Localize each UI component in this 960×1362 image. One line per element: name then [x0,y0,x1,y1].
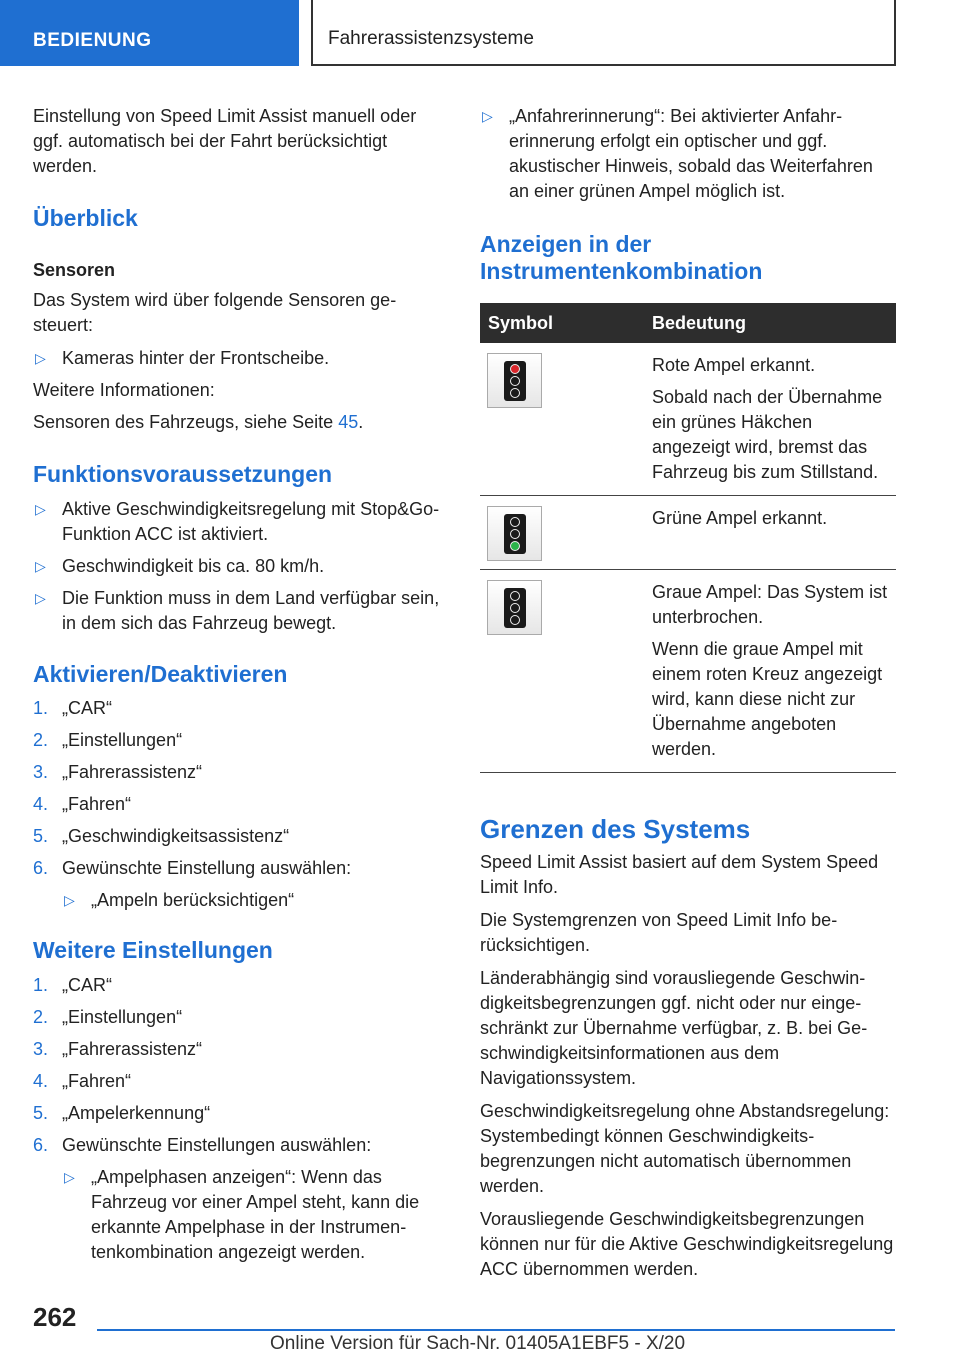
limits-paragraph: Vorausliegende Geschwindigkeitsbegrenzungen können nur für die Aktive Geschwindigkeitsregelung ACC übernommen werden. [480,1209,894,1279]
step-item: 3. „Fahrerassistenz“ [33,1039,203,1059]
intro-paragraph: Einstellung von Speed Limit Assist manuell oder ggf. automatisch bei der Fahrt berücksichtigt werden. [33,106,417,176]
list-item: ▷ Geschwindigkeit bis ca. 80 km/h. [33,554,449,579]
step-item: 5. „Geschwindigkeitsassistenz“ [33,826,290,846]
table-row [480,570,896,773]
footer-text: Online Version für Sach-Nr. 01405A1EBF5 - X/20 [270,1333,686,1354]
table-cell: Rote Ampel erkannt. [652,355,816,375]
display-heading: Anzeigen in der Instrumentenkombination [480,231,763,284]
triangle-bullet-icon: ▷ [35,558,46,574]
table-row [480,343,896,496]
triangle-bullet-icon: ▷ [35,350,46,366]
step-item: 4. „Fahren“ [33,1071,132,1091]
more-settings-heading: Weitere Einstellungen [33,937,273,963]
sensors-reference: Sensoren des Fahrzeugs, siehe Seite 45. [33,412,364,432]
step-item: 1. „CAR“ [33,698,112,718]
page-number: 262 [33,1302,77,1332]
page-link[interactable]: 45 [338,412,359,432]
list-item: ▷ Kameras hinter der Frontscheibe. [33,346,449,371]
table-cell: Sobald nach der Übernahme ein grünes Häkchen angezeigt wird, bremst das Fahrzeug bis zum Stillstand. [652,387,883,482]
triangle-bullet-icon: ▷ [64,892,75,908]
more-info-label: Weitere Informationen: [33,380,215,400]
step-item: 6. Gewünschte Einstellungen auswählen: [33,1135,372,1155]
red-traffic-light-icon [487,353,542,408]
sensors-heading: Sensoren [33,260,116,280]
list-item: ▷ „Anfahrerinnerung“: Bei aktivierter Anfahrerinnerung erfolgt ein optischer und ggf. akustischer Hinweis, sobald das Weiterfahren an einer grünen Ampel möglich ist. [482,106,873,201]
step-item: 3. „Fahrerassistenz“ [33,762,203,782]
triangle-bullet-icon: ▷ [35,590,46,606]
table-cell: Wenn die graue Ampel mit einem roten Kreuz angezeigt wird, kann diese nicht zur Übernahme angeboten werden. [652,639,883,759]
limits-paragraph: Speed Limit Assist basiert auf dem System Speed Limit Info. [480,852,879,897]
list-item: ▷ „Ampeln berücksichtigen“ [62,888,449,913]
overview-heading: Überblick [33,205,138,231]
green-traffic-light-icon [487,506,542,561]
limits-paragraph: Länderabhängig sind vorausliegende Geschwindigkeitsbegrenzungen ggf. nicht oder nur eingeschränkt zur Übernahme verfügbar, z. B. bei Geschwindigkeitsinformationen aus dem Navigationssystem. [480,968,868,1088]
step-item: 2. „Einstellungen“ [33,1007,183,1027]
triangle-bullet-icon: ▷ [35,501,46,517]
table-header-symbol: Symbol [480,303,644,343]
section-tab[interactable]: BEDIENUNG [0,0,299,66]
list-item: ▷ Aktive Geschwindigkeitsregelung mit Stop&Go-Funktion ACC ist aktiviert. [35,499,440,544]
step-item: 1. „CAR“ [33,975,112,995]
limits-paragraph: Geschwindigkeitsregelung ohne Abstandsregelung: Systembedingt können Geschwindigkeitsbegrenzungen nicht automatisch übernommen werden. [480,1101,890,1196]
limits-paragraph: Die Systemgrenzen von Speed Limit Info berücksichtigen. [480,910,838,955]
chapter-title: Fahrerassistenzsysteme [311,0,896,66]
prerequisites-heading: Funktionsvoraussetzungen [33,461,333,487]
step-item: 6. Gewünschte Einstellung auswählen: [33,858,352,878]
list-item: ▷ Die Funktion muss in dem Land verfügbar sein, in dem sich das Fahrzeug bewegt. [35,588,440,633]
step-item: 2. „Einstellungen“ [33,730,183,750]
table-header-meaning: Bedeutung [644,303,896,343]
list-item: ▷ „Ampelphasen anzeigen“: Wenn das Fahrzeug vor einer Ampel steht, kann die erkannte Ampelphase in der Instrumentenkombination angezeigt werden. [64,1167,420,1262]
page-header [0,0,960,66]
triangle-bullet-icon: ▷ [64,1169,75,1185]
step-item: 4. „Fahren“ [33,794,132,814]
table-cell: Graue Ampel: Das System ist unterbrochen. [652,582,888,627]
symbol-table [480,303,896,773]
table-cell: Grüne Ampel erkannt. [652,508,828,528]
triangle-bullet-icon: ▷ [482,108,493,124]
step-item: 5. „Ampelerkennung“ [33,1103,211,1123]
grey-traffic-light-icon [487,580,542,635]
table-row [480,496,896,570]
limits-heading: Grenzen des Systems [480,814,751,844]
sensors-text: Das System wird über folgende Sensoren gesteuert: [33,290,397,335]
footer-divider [97,1329,895,1331]
activate-heading: Aktivieren/Deaktivieren [33,661,288,687]
